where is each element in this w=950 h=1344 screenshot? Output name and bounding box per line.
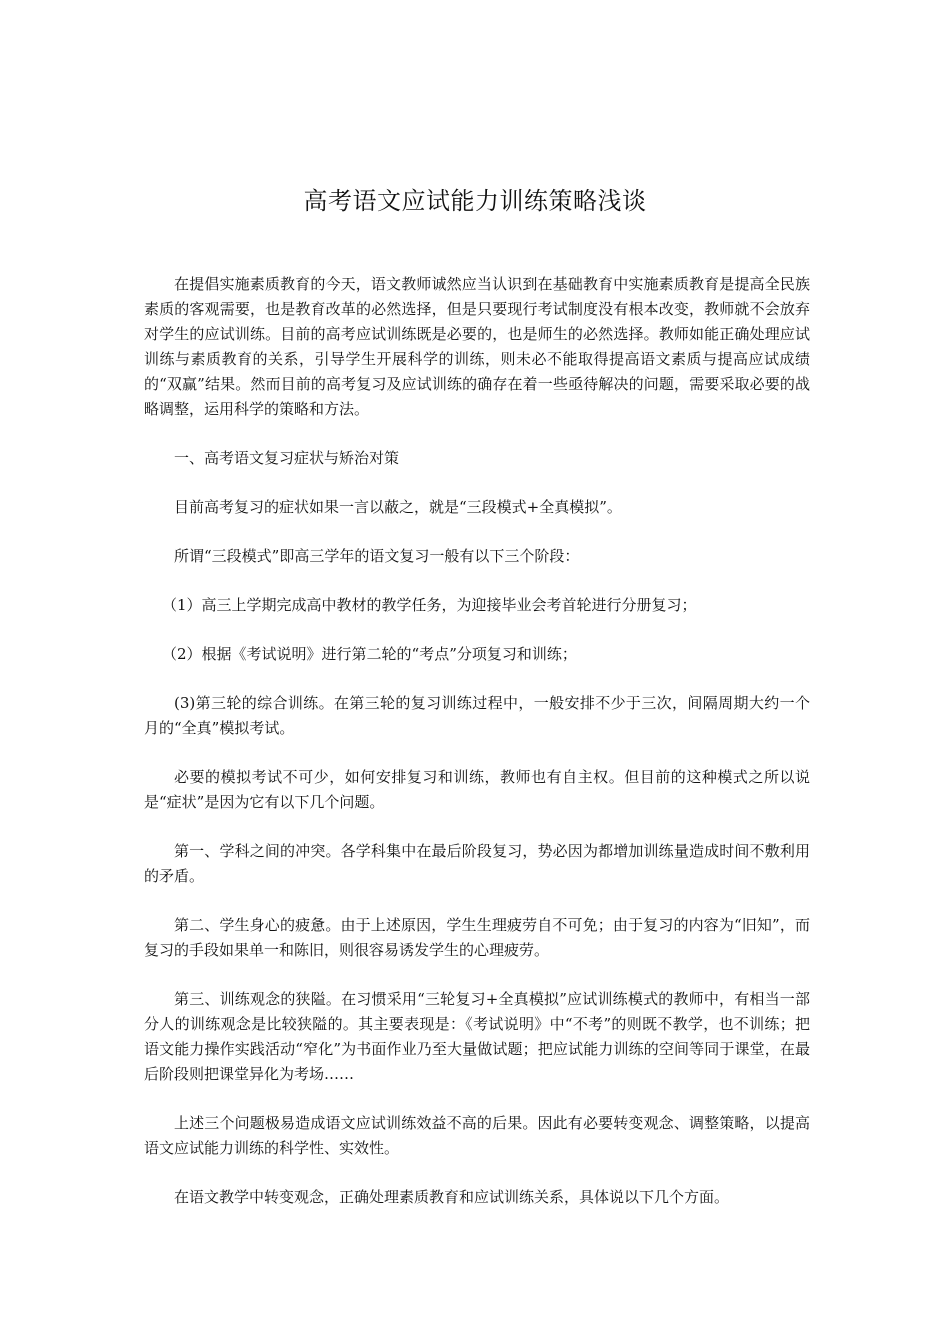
three-stage-intro-paragraph: 所谓“三段模式”即高三学年的语文复习一般有以下三个阶段： <box>174 547 580 565</box>
intro-paragraph: 在提倡实施素质教育的今天，语文教师诚然应当认识到在基础教育中实施素质教育是提高全民族素质的客观需要，也是教育改革的必然选择，但是只要现行考试制度没有根本改变，教师就不会放弃对学生的应试训练。目前的高考应试训练既是必要的，也是师生的必然选择。教师如能正确处理应试训练与素质教育的关系，引导学生开展科学的训练，则未必不能取得提高语文素质与提高应试成绩的“双赢”结果。然而目前的高考复习及应试训练的确存在着一些亟待解决的问题，需要采取必要的战略调整，运用科学的策略和方法。 <box>144 275 810 418</box>
stage-two-item: （2）根据《考试说明》进行第二轮的“考点”分项复习和训练； <box>162 645 577 663</box>
closing-paragraph: 在语文教学中转变观念，正确处理素质教育和应试训练关系，具体说以下几个方面。 <box>174 1188 730 1206</box>
symptom-summary-paragraph: 目前高考复习的症状如果一言以蔽之，就是“三段模式+全真模拟”。 <box>174 498 622 516</box>
document-body <box>144 272 810 1234</box>
stage-three-item: (3)第三轮的综合训练。在第三轮的复习训练过程中，一般安排不少于三次，间隔周期大约一个月的“全真”模拟考试。 <box>144 694 810 737</box>
consequence-paragraph: 上述三个问题极易造成语文应试训练效益不高的后果。因此有必要转变观念、调整策略，以提高语文应试能力训练的科学性、实效性。 <box>144 1114 810 1157</box>
document-title: 高考语文应试能力训练策略浅谈 <box>303 187 647 215</box>
section-heading: 一、高考语文复习症状与矫治对策 <box>174 449 400 467</box>
problem-one-paragraph: 第一、学科之间的冲突。各学科集中在最后阶段复习，势必因为都增加训练量造成时间不敷利用的矛盾。 <box>144 842 810 885</box>
mock-exam-paragraph: 必要的模拟考试不可少，如何安排复习和训练，教师也有自主权。但目前的这种模式之所以说是“症状”是因为它有以下几个问题。 <box>144 768 810 811</box>
stage-one-item: （1）高三上学期完成高中教材的教学任务，为迎接毕业会考首轮进行分册复习； <box>162 596 697 614</box>
problem-three-paragraph: 第三、训练观念的狭隘。在习惯采用“三轮复习+全真模拟”应试训练模式的教师中，有相当一部分人的训练观念是比较狭隘的。其主要表现是：《考试说明》中“不考”的则既不教学，也不训练；把语文能力操作实践活动“窄化”为书面作业乃至大量做试题；把应试能力训练的空间等同于课堂，在最后阶段则把课堂异化为考场…… <box>144 990 810 1083</box>
problem-two-paragraph: 第二、学生身心的疲惫。由于上述原因，学生生理疲劳自不可免；由于复习的内容为“旧知”，而复习的手段如果单一和陈旧，则很容易诱发学生的心理疲劳。 <box>144 916 810 959</box>
